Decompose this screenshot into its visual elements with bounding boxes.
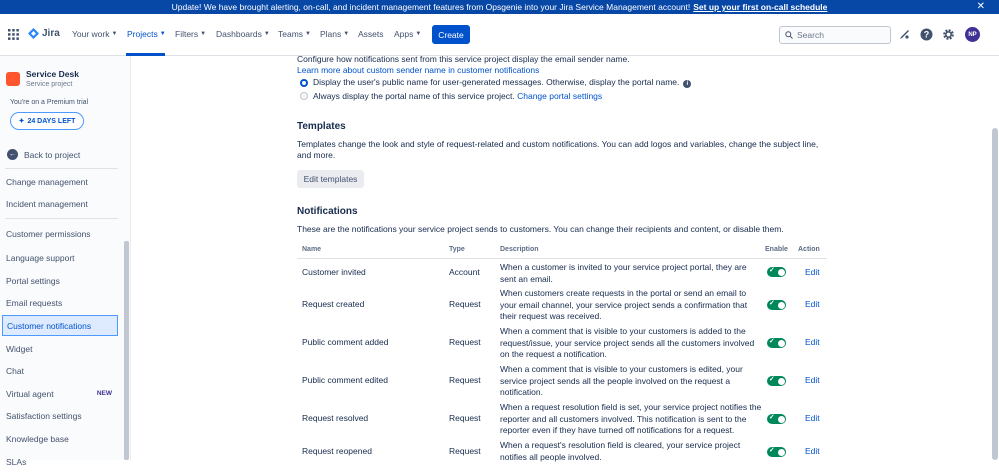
sidebar-item-customer-notifications[interactable] <box>2 315 118 336</box>
notification-name: Public comment edited <box>302 375 388 385</box>
column-header-description: Description <box>500 246 539 253</box>
sidebar-item-label: Email requests <box>6 297 63 308</box>
active-nav-indicator <box>126 53 165 56</box>
notifications-heading: Notifications <box>297 206 358 217</box>
sidebar-item-widget[interactable] <box>2 338 118 359</box>
settings-gear-icon[interactable] <box>942 28 955 41</box>
sidebar-item-slas[interactable] <box>2 451 118 472</box>
sidebar-item-label: Chat <box>6 365 24 376</box>
notification-type: Request <box>449 375 481 385</box>
toggle-knob <box>778 302 785 309</box>
table-header-divider <box>297 258 827 259</box>
sender-option-2 <box>313 91 602 102</box>
sidebar-item-label: SLAs <box>6 456 27 467</box>
enable-toggle[interactable] <box>767 300 786 310</box>
sender-learn-more-link[interactable]: Learn more about custom sender name in customer notifications <box>297 65 540 75</box>
nav-label: Teams <box>278 29 304 39</box>
nav-teams[interactable] <box>278 29 311 39</box>
chevron-down-icon: ▼ <box>343 31 350 37</box>
check-icon: ✓ <box>769 447 775 454</box>
create-button[interactable]: Create <box>432 25 470 44</box>
sidebar-scrollbar[interactable] <box>124 241 129 460</box>
nav-filters[interactable] <box>175 29 206 39</box>
search-input[interactable] <box>779 26 891 44</box>
nav-assets[interactable] <box>358 29 384 39</box>
nav-projects[interactable] <box>127 29 166 39</box>
notification-description: When customers create requests in the portal or send an email to your email channel, your service project sends a confirmation that their request was received. <box>500 288 748 321</box>
project-type: Service project <box>26 81 73 88</box>
toggle-knob <box>778 269 785 276</box>
notification-description: When a customer is invited to your service project portal, they are sent an email. <box>500 262 747 284</box>
nav-label: Your work <box>72 29 110 39</box>
info-icon[interactable]: i <box>683 80 691 88</box>
notification-name: Request resolved <box>302 413 369 423</box>
page-scrollbar[interactable] <box>992 128 998 460</box>
change-portal-settings-link[interactable]: Change portal settings <box>517 91 603 101</box>
notification-name: Request reopened <box>302 446 372 456</box>
premium-trial-label: You're on a Premium trial <box>10 99 89 106</box>
top-navigation <box>0 14 999 56</box>
nav-label: Plans <box>320 29 342 39</box>
sidebar-item-customer-permissions[interactable] <box>2 223 118 244</box>
chevron-down-icon: ▼ <box>159 31 166 37</box>
nav-apps[interactable] <box>394 29 421 39</box>
user-avatar[interactable]: NP <box>965 27 980 42</box>
notification-description: When a request resolution field is set, your service project notifies the reporter and all customers involved. This notification is sent to the reporter even if they have turned off notifications for a request. <box>500 402 762 435</box>
help-icon[interactable] <box>920 28 933 41</box>
enable-toggle[interactable] <box>767 376 786 386</box>
sidebar-item-label: Language support <box>6 252 75 263</box>
enable-toggle[interactable] <box>767 267 786 277</box>
back-to-project-link[interactable] <box>7 149 80 160</box>
chevron-down-icon: ▼ <box>305 31 311 37</box>
nav-label: Filters <box>175 29 199 39</box>
notification-description: When a comment that is visible to your customers is edited, your service project sends all the people involved on the request a notification. <box>500 364 743 397</box>
divider <box>5 218 118 219</box>
column-header-enable: Enable <box>765 246 788 253</box>
edit-link[interactable]: Edit <box>805 267 820 277</box>
toggle-knob <box>778 378 785 385</box>
sidebar-item-incident-management[interactable] <box>2 193 118 214</box>
banner-link[interactable]: Set up your first on-call schedule <box>693 2 828 12</box>
project-avatar-icon <box>6 72 20 86</box>
sidebar-item-portal-settings[interactable] <box>2 270 118 291</box>
nav-label: Dashboards <box>216 29 262 39</box>
trial-days-label: 24 DAYS LEFT <box>27 117 76 125</box>
enable-toggle[interactable] <box>767 414 786 424</box>
check-icon: ✓ <box>769 414 775 421</box>
sidebar-item-label: Virtual agent <box>6 388 54 399</box>
sender-option-portal-name-radio[interactable] <box>300 92 308 100</box>
sidebar-item-virtual-agent[interactable] <box>2 383 118 404</box>
notification-type: Request <box>449 413 481 423</box>
sidebar-item-label: Portal settings <box>6 275 60 286</box>
nav-label: Projects <box>127 29 158 39</box>
lightning-icon: ✦ <box>18 118 25 125</box>
sidebar-item-label: Incident management <box>6 198 88 209</box>
edit-link[interactable]: Edit <box>805 446 820 456</box>
search-icon <box>785 31 793 39</box>
sidebar-item-label: Knowledge base <box>6 433 69 444</box>
chevron-down-icon: ▼ <box>200 31 207 37</box>
sidebar-item-email-requests[interactable] <box>2 292 118 313</box>
sender-description: Configure how notifications sent from this service project display the email sender name. <box>297 54 630 64</box>
announcement-banner <box>0 0 999 14</box>
project-name[interactable]: Service Desk <box>26 69 79 79</box>
edit-link[interactable]: Edit <box>805 337 820 347</box>
notification-type: Account <box>449 267 480 277</box>
sender-option-2-label: Always display the portal name of this service project. <box>313 91 515 101</box>
templates-description: Templates change the look and style of request-related and custom notifications. You can add logos and variables, change the subject line, and more. <box>297 139 819 160</box>
divider <box>5 168 118 169</box>
notification-type: Request <box>449 299 481 309</box>
column-header-type: Type <box>449 246 465 253</box>
notification-name: Public comment added <box>302 337 389 347</box>
sidebar-item-label: Widget <box>6 343 33 354</box>
notification-description: When a request's resolution field is cleared, your service project notifies all people involved. <box>500 440 741 462</box>
trial-days-button[interactable] <box>10 112 84 130</box>
sidebar-item-change-management[interactable] <box>2 171 118 192</box>
edit-link[interactable]: Edit <box>805 375 820 385</box>
check-icon: ✓ <box>769 300 775 307</box>
chevron-down-icon: ▼ <box>111 31 118 37</box>
sidebar-item-label: Customer permissions <box>6 228 91 239</box>
sender-option-1-label: Display the user's public name for user-generated messages. Otherwise, display the portal name. <box>313 77 680 87</box>
notification-type: Request <box>449 446 481 456</box>
sidebar-item-satisfaction-settings[interactable] <box>2 405 118 426</box>
brand-name: Jira <box>42 28 60 39</box>
column-header-name: Name <box>302 246 322 253</box>
enable-toggle[interactable] <box>767 338 786 348</box>
close-icon[interactable]: ✕ <box>976 1 985 12</box>
sidebar-item-label: Change management <box>6 176 88 187</box>
search-placeholder: Search <box>797 30 824 40</box>
edit-link[interactable]: Edit <box>805 413 820 423</box>
nav-dashboards[interactable] <box>216 29 270 39</box>
sidebar-item-label: Customer notifications <box>7 320 92 331</box>
nav-label: Apps <box>394 29 414 39</box>
sender-option-1 <box>313 77 691 88</box>
sidebar-item-label: Satisfaction settings <box>6 410 82 421</box>
nav-plans[interactable] <box>320 29 349 39</box>
notifications-description: These are the notifications your service project sends to customers. You can change their recipients and content, or disable them. <box>297 224 784 234</box>
toggle-knob <box>778 416 785 423</box>
edit-templates-button[interactable]: Edit templates <box>297 170 364 188</box>
toggle-knob <box>778 449 785 456</box>
sidebar-item-chat[interactable] <box>2 360 118 381</box>
app-switcher-icon[interactable] <box>8 29 19 40</box>
toggle-knob <box>778 340 785 347</box>
jira-logo[interactable] <box>28 28 60 39</box>
check-icon: ✓ <box>769 267 775 274</box>
project-sidebar <box>0 56 131 467</box>
sidebar-item-knowledge-base[interactable] <box>2 428 118 449</box>
jira-logo-icon <box>28 28 39 39</box>
check-icon: ✓ <box>769 376 775 383</box>
notification-name: Request created <box>302 299 365 309</box>
column-header-action: Action <box>798 246 820 253</box>
check-icon: ✓ <box>769 338 775 345</box>
sidebar-item-language-support[interactable] <box>2 247 118 268</box>
sender-option-public-name-radio[interactable] <box>300 79 308 87</box>
edit-link[interactable]: Edit <box>805 299 820 309</box>
enable-toggle[interactable] <box>767 447 786 457</box>
arrow-left-icon: ← <box>9 151 16 158</box>
templates-heading: Templates <box>297 121 346 132</box>
svg-text:?: ? <box>923 29 930 40</box>
back-label: Back to project <box>24 149 81 160</box>
notifications-icon[interactable] <box>898 28 911 41</box>
chevron-down-icon: ▼ <box>263 31 270 37</box>
nav-your-work[interactable] <box>72 29 117 39</box>
banner-text: Update! We have brought alerting, on-call, and incident management features from Opsgenie into your Jira Service Management account! <box>171 2 691 12</box>
nav-label: Assets <box>358 29 384 39</box>
notification-type: Request <box>449 337 481 347</box>
notification-name: Customer invited <box>302 267 366 277</box>
new-badge: NEW <box>96 390 112 397</box>
chevron-down-icon: ▼ <box>415 31 422 37</box>
notification-description: When a comment that is visible to your customers is added to the request/issue, your service project sends all the customers involved on the request a notification. <box>500 326 755 359</box>
